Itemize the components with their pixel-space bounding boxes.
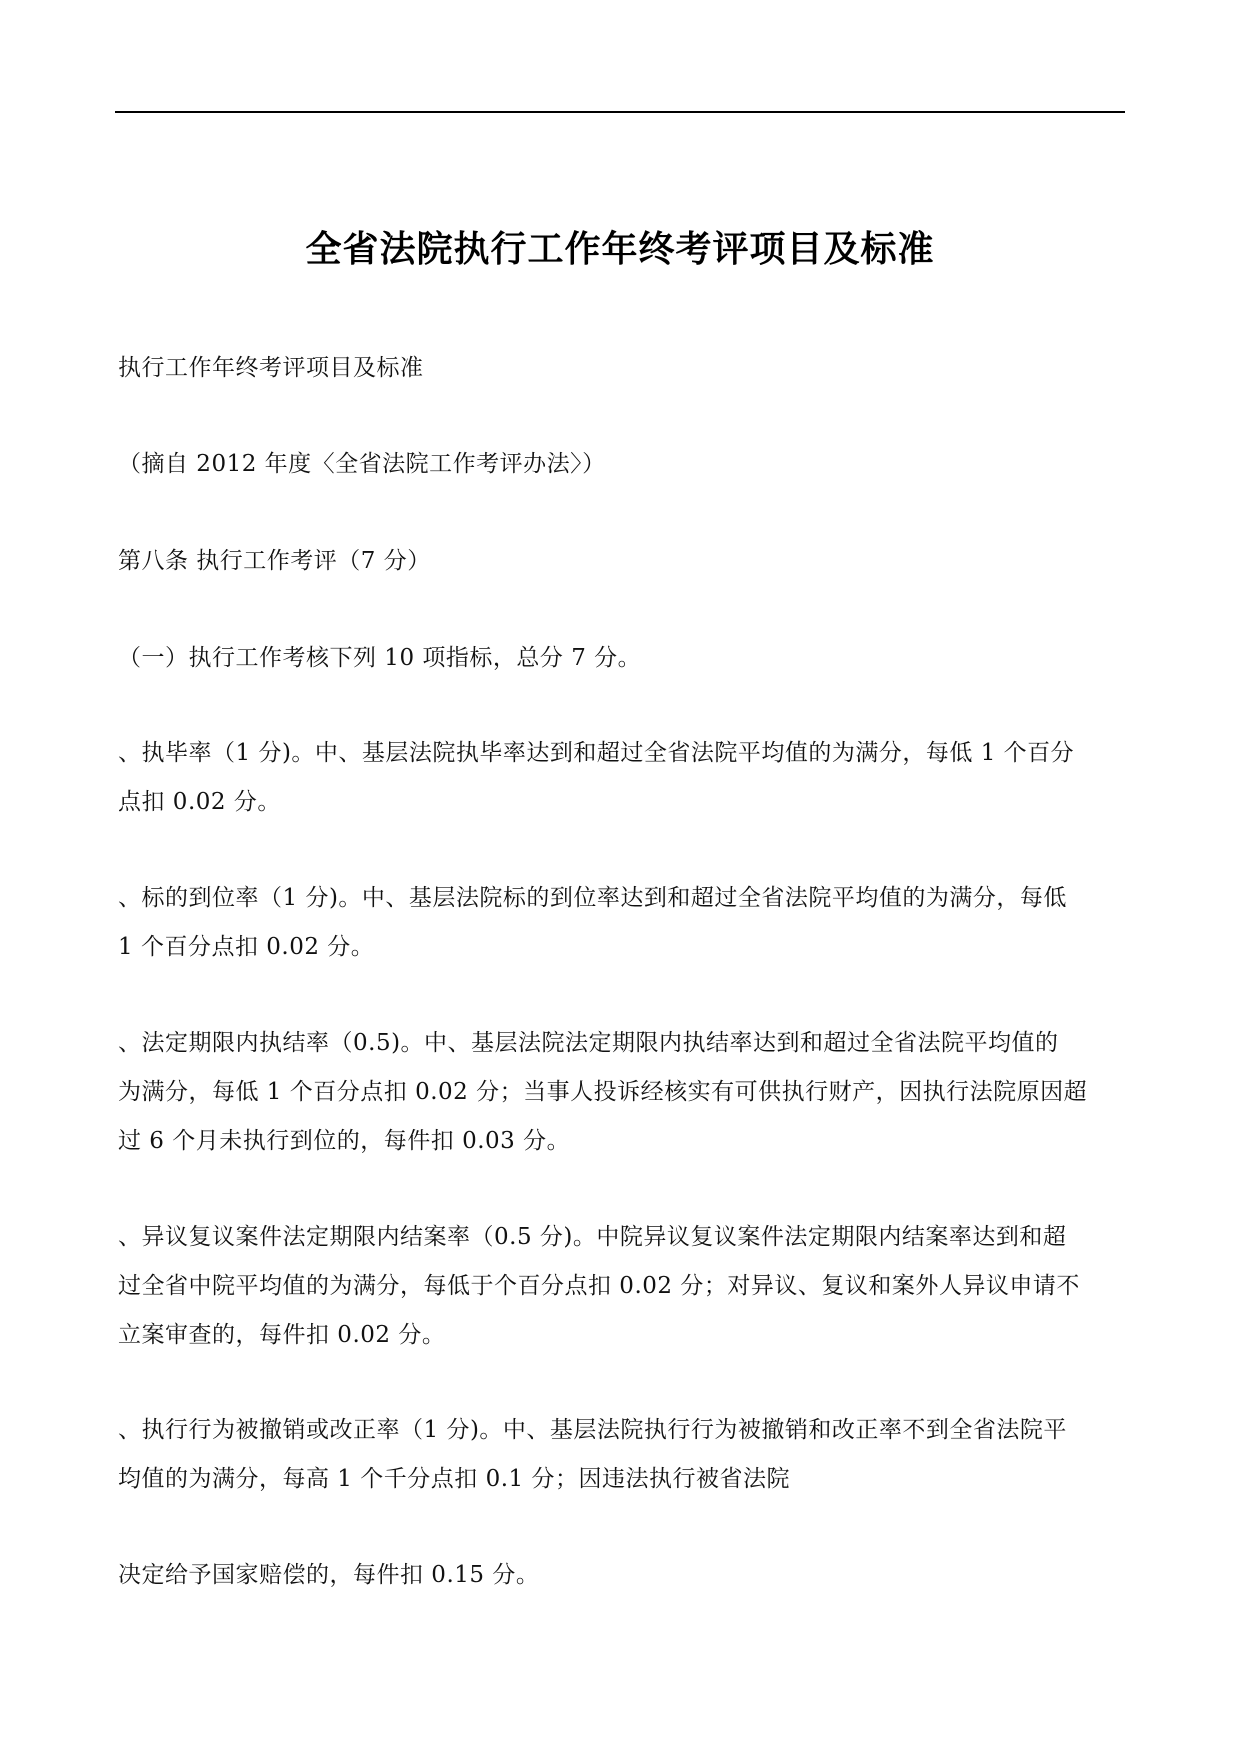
- document-title: 全省法院执行工作年终考评项目及标准: [305, 228, 935, 270]
- text-line: 立案审查的，每件扣 0.02 分。: [118, 1322, 446, 1348]
- text-line: 执行工作年终考评项目及标准: [118, 355, 424, 381]
- article-heading-paragraph: [118, 537, 1128, 586]
- text-line: 、异议复议案件法定期限内结案率（0.5 分)。中院异议复议案件法定期限内结案率达到和超: [118, 1224, 1067, 1250]
- text-line: 过全省中院平均值的为满分，每低于个百分点扣 0.02 分；对异议、复议和案外人异议申请不: [118, 1273, 1080, 1299]
- item-completion-rate-paragraph: [118, 729, 1128, 827]
- text-line: 均值的为满分，每高 1 个千分点扣 0.1 分；因违法执行被省法院: [118, 1466, 790, 1492]
- item-arrival-rate-paragraph: [118, 874, 1128, 972]
- item-revocation-rate-paragraph: [118, 1406, 1128, 1504]
- state-compensation-paragraph: [118, 1551, 1128, 1600]
- text-line: （一）执行工作考核下列 10 项指标，总分 7 分。: [118, 645, 642, 671]
- text-line: （摘自 2012 年度〈全省法院工作考评办法〉）: [118, 451, 606, 477]
- text-line: 点扣 0.02 分。: [118, 789, 281, 815]
- text-line: 1 个百分点扣 0.02 分。: [118, 934, 375, 960]
- section-intro-paragraph: [118, 634, 1128, 683]
- text-line: 决定给予国家赔偿的，每件扣 0.15 分。: [118, 1562, 540, 1588]
- text-line: 、法定期限内执结率（0.5)。中、基层法院法定期限内执结率达到和超过全省法院平均值的: [118, 1030, 1059, 1056]
- text-line: 、标的到位率（1 分)。中、基层法院标的到位率达到和超过全省法院平均值的为满分，每低: [118, 885, 1067, 911]
- text-line: 、执行行为被撤销或改正率（1 分)。中、基层法院执行行为被撤销和改正率不到全省法院平: [118, 1417, 1067, 1443]
- text-line: 过 6 个月未执行到位的，每件扣 0.03 分。: [118, 1128, 571, 1154]
- source-note-paragraph: [118, 440, 1128, 489]
- text-line: 、执毕率（1 分)。中、基层法院执毕率达到和超过全省法院平均值的为满分，每低 1 个百分: [118, 740, 1075, 766]
- header-rule: [115, 111, 1125, 113]
- text-line: 为满分，每低 1 个百分点扣 0.02 分；当事人投诉经核实有可供执行财产，因执行法院原因超: [118, 1079, 1088, 1105]
- text-line: 第八条 执行工作考评（7 分）: [118, 548, 431, 574]
- subtitle-paragraph: [118, 344, 1128, 393]
- item-statutory-period-paragraph: [118, 1019, 1128, 1166]
- item-objection-review-paragraph: [118, 1213, 1128, 1360]
